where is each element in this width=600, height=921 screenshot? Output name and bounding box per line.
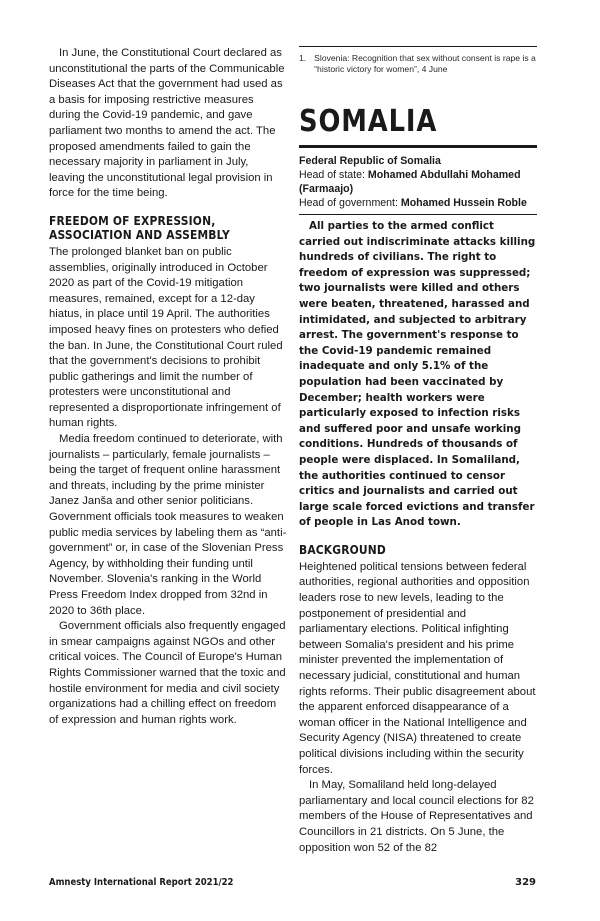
section-heading-background: BACKGROUND: [299, 541, 386, 557]
head-of-state: [299, 168, 537, 196]
country-facts: [299, 154, 537, 210]
intro-paragraph: In June, the Constitutional Court declared as unconstitutional the parts of the Communicable Diseases Act that the government had used as a basis for imposing restrictive measures during the Covid-19 pandemic, and gave parliament two months to amend the act. The proposed amendments failed to gain the necessary majority in parliament in July, leaving the unconstitutional legal provision in force for the time being.: [49, 47, 285, 200]
right-column: [299, 46, 537, 856]
head-of-state-value: Mohamed Abdullahi Mohamed (Farmaajo): [299, 169, 521, 195]
page-number: 329: [515, 877, 536, 888]
section-heading-line-1: FREEDOM OF EXPRESSION,: [49, 212, 216, 228]
footnote-number: 1.: [299, 53, 307, 63]
head-of-government: [299, 196, 537, 210]
body-paragraph: In May, Somaliland held long-delayed parliamentary and local council elections for 82 members of the House of Representatives and Councillors in 21 districts. On 5 June, the opposition won 52 of the 82: [299, 779, 534, 854]
left-column: [49, 46, 287, 728]
head-of-government-label: Head of government:: [299, 197, 401, 209]
footnote-text: Slovenia: Recognition that sex without consent is rape is a “historic victory for women”, 4 June: [314, 53, 536, 74]
body-paragraph: Heightened political tensions between federal authorities, regional authorities and opposition leaders rose to new levels, leading to the postponement of presidential and parliamentary elections. Political infighting between Somalia's president and his prime minister prevented the implementation of necessary judicial, constitutional and human rights reforms. Their public disagreement about the apparent enforced disappearance of a woman officer in the National Intelligence and Security Agency (NISA) threatened to create political divisions including within the security forces.: [299, 560, 536, 776]
footer-publication: Amnesty International Report 2021/22: [49, 877, 234, 888]
body-paragraph: Government officials also frequently engaged in smear campaigns against NGOs and other critical voices. The Council of Europe's Human Rights Commissioner warned that the toxic and hostile environment for media and civil society organizations had a chilling effect on freedom of expression and human rights work.: [49, 620, 286, 726]
summary-paragraph: All parties to the armed conflict carried out indiscriminate attacks killing hundreds of civilians. The right to freedom of expression was suppressed; two journalists were killed and others were beaten, threatened, harassed and intimidated, and subjected to arbitrary arrest. The government's response to the Covid-19 pandemic remained inadequate and only 5.1% of the population had been vaccinated by December; health workers were particularly exposed to infection risks and suffered poor and unsafe working conditions. Hundreds of thousands of people were displaced. In Somaliland, the authorities continued to censor critics and journalists and carried out large scale forced evictions and transfer of people in Las Anod town.: [299, 214, 537, 531]
head-of-government-value: Mohamed Hussein Roble: [400, 197, 527, 209]
footnote-rule: [299, 46, 537, 47]
country-title: SOMALIA: [299, 104, 438, 139]
body-paragraph: The prolonged blanket ban on public assemblies, originally introduced in October 2020 as part of the Covid-19 mitigation measures, remained, except for a 12-day hiatus, in place until 19 April. The authorities imposed heavy fines on protesters who defied the ban. In June, the Constitutional Court ruled that the government's decisions to prohibit public gatherings and limit the number of protesters were unconstitutional and represented a disproportionate infringement of human rights.: [49, 245, 283, 430]
head-of-state-label: Head of state:: [299, 169, 368, 181]
title-rule: [299, 145, 537, 148]
section-heading-freedom: [49, 214, 288, 242]
section-heading-line-2: ASSOCIATION AND ASSEMBLY: [49, 226, 230, 242]
footnote: [299, 53, 537, 75]
official-name: Federal Republic of Somalia: [299, 155, 441, 167]
body-paragraph: Media freedom continued to deteriorate, with journalists – particularly, female journalists – being the target of frequent online harassment and threats, including by the prime minister Janez Janša and other senior politicians. Government officials took measures to weaken public media services by labeling them as “anti-government” or, in case of the Slovenian Press Agency, by withholding their funding until November. Slovenia's ranking in the World Press Freedom Index dropped from 32nd in 2020 to 36th place.: [49, 433, 287, 617]
